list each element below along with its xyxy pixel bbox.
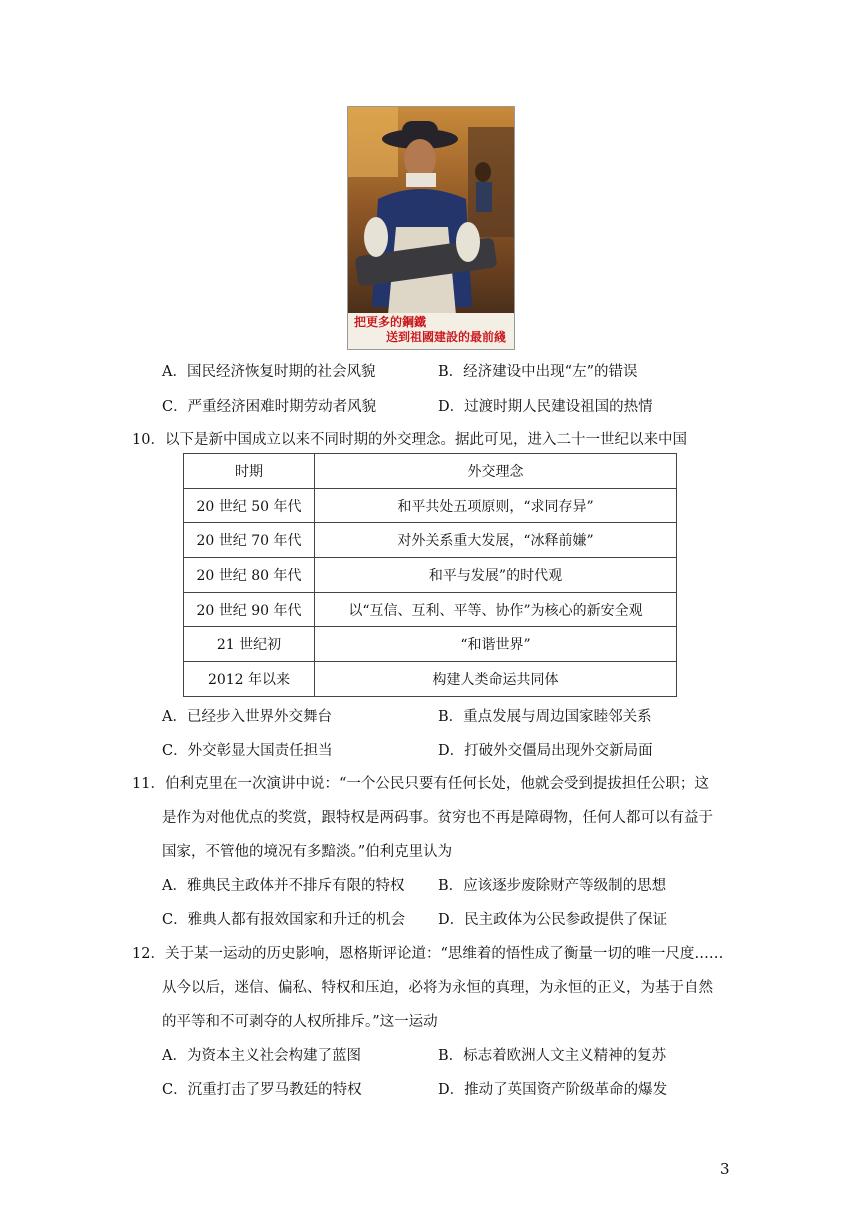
option-key: D．	[438, 1082, 465, 1098]
option-key: C．	[162, 399, 188, 415]
option-text: 重点发展与周边国家睦邻关系	[463, 709, 652, 725]
q9-option-b[interactable]	[438, 360, 637, 381]
table-row	[184, 488, 677, 523]
q11-option-a[interactable]	[162, 874, 404, 895]
q10-option-d[interactable]	[438, 739, 653, 760]
poster-caption-line2: 送到祖國建設的最前綫	[386, 330, 507, 344]
q9-option-row-1	[162, 360, 722, 380]
table-cell-period: 20 世纪 80 年代	[184, 558, 315, 593]
q11-option-row-1	[162, 874, 722, 894]
option-text: 经济建设中出现“左”的错误	[463, 364, 638, 380]
q10-stem-text: 以下是新中国成立以来不同时期的外交理念。据此可见，进入二十一世纪以来中国	[164, 432, 687, 448]
option-key: A．	[162, 1048, 187, 1064]
q10-option-b[interactable]	[438, 705, 652, 726]
option-text: 民主政体为公民参政提供了保证	[464, 912, 668, 928]
option-text: 雅典民主政体并不排斥有限的特权	[186, 878, 405, 894]
q12-stem-line-2: 从今以后，迷信、偏私、特权和压迫，必将为永恒的真理，为永恒的正义，为基于自然	[162, 980, 713, 996]
q11-stem-line-3: 国家，不管他的境况有多黯淡。”伯利克里认为	[162, 844, 453, 860]
q12-option-row-1	[162, 1044, 722, 1064]
q11-option-d[interactable]	[438, 908, 667, 929]
table-header-concept: 外交理念	[315, 454, 677, 489]
poster-caption-line1: 把更多的鋼鐵	[354, 315, 427, 329]
table-cell-period: 2012 年以来	[184, 662, 315, 697]
q12-stem-line-3: 的平等和不可剥夺的人权所排斥。”这一运动	[162, 1014, 438, 1030]
option-key: C．	[162, 912, 188, 928]
table-row	[184, 523, 677, 558]
table-row	[184, 662, 677, 697]
table-cell-period: 21 世纪初	[184, 627, 315, 662]
table-cell-concept: 对外关系重大发展，“冰释前嫌”	[315, 523, 677, 558]
q12-option-row-2	[162, 1078, 722, 1098]
q10-option-a[interactable]	[162, 705, 332, 726]
table-row	[184, 627, 677, 662]
page-number: 3	[720, 1160, 730, 1178]
table-cell-concept: “和谐世界”	[315, 627, 677, 662]
table-cell-period: 20 世纪 70 年代	[184, 523, 315, 558]
option-key: C．	[162, 1082, 188, 1098]
option-text: 国民经济恢复时期的社会风貌	[186, 364, 376, 380]
table-cell-period: 20 世纪 50 年代	[184, 488, 315, 523]
q10-stem	[132, 428, 687, 449]
option-text: 沉重打击了罗马教廷的特权	[187, 1082, 362, 1098]
q11-option-row-2	[162, 908, 722, 928]
table-cell-concept: 以“互信、互利、平等、协作”为核心的新安全观	[315, 592, 677, 627]
option-text: 外交彰显大国责任担当	[187, 743, 333, 759]
option-key: B．	[438, 878, 464, 894]
option-text: 雅典人都有报效国家和升迁的机会	[187, 912, 406, 928]
q12-stem-line-1	[132, 942, 723, 963]
q12-option-b[interactable]	[438, 1044, 666, 1065]
q12-stem-text-1: 关于某一运动的历史影响，恩格斯评论道：“思维着的悟性成了衡量一切的唯一尺度……	[164, 946, 724, 962]
table-header-period: 时期	[184, 454, 315, 489]
q11-stem-line-1	[132, 772, 709, 793]
option-text: 为资本主义社会构建了蓝图	[186, 1048, 361, 1064]
option-text: 应该逐步废除财产等级制的思想	[463, 878, 667, 894]
option-text: 打破外交僵局出现外交新局面	[464, 743, 653, 759]
table-cell-concept: 构建人类命运共同体	[315, 662, 677, 697]
poster-caption	[348, 313, 514, 349]
q12-option-d[interactable]	[438, 1078, 667, 1099]
q10-number: 10．	[132, 432, 165, 448]
q11-stem-line-2: 是作为对他优点的奖赏，跟特权是两码事。贫穷也不再是障碍物，任何人都可以有益于	[162, 810, 713, 826]
q9-option-a[interactable]	[162, 360, 375, 381]
option-key: B．	[438, 364, 464, 380]
q10-option-c[interactable]	[162, 739, 333, 760]
table-cell-concept: 和平与发展”的时代观	[315, 558, 677, 593]
q12-option-a[interactable]	[162, 1044, 361, 1065]
option-key: A．	[162, 709, 187, 725]
option-text: 标志着欧洲人文主义精神的复苏	[463, 1048, 667, 1064]
q12-number: 12．	[132, 946, 165, 962]
option-key: C．	[162, 743, 188, 759]
q9-option-row-2	[162, 395, 722, 415]
q11-stem-text-1: 伯利克里在一次演讲中说：“一个公民只要有任何长处，他就会受到提拔担任公职；这	[164, 776, 709, 792]
q10-option-row-1	[162, 705, 722, 725]
table-header-row	[184, 454, 677, 489]
option-key: A．	[162, 364, 187, 380]
diplomacy-table	[183, 453, 677, 697]
table-cell-period: 20 世纪 90 年代	[184, 592, 315, 627]
option-key: A．	[162, 878, 187, 894]
option-key: B．	[438, 709, 464, 725]
q12-option-c[interactable]	[162, 1078, 362, 1099]
q9-option-d[interactable]	[438, 395, 653, 416]
q11-number: 11．	[132, 776, 165, 792]
option-key: D．	[438, 399, 465, 415]
table-row	[184, 592, 677, 627]
table-row	[184, 558, 677, 593]
q10-option-row-2	[162, 739, 722, 759]
option-text: 过渡时期人民建设祖国的热情	[464, 399, 653, 415]
steelworker-poster-image	[347, 106, 515, 350]
option-text: 严重经济困难时期劳动者风貌	[187, 399, 377, 415]
option-text: 推动了英国资产阶级革命的爆发	[464, 1082, 668, 1098]
option-key: B．	[438, 1048, 464, 1064]
table-cell-concept: 和平共处五项原则，“求同存异”	[315, 488, 677, 523]
option-key: D．	[438, 912, 465, 928]
steelworker-illustration	[348, 107, 514, 315]
q9-option-c[interactable]	[162, 395, 376, 416]
q11-option-b[interactable]	[438, 874, 666, 895]
q11-option-c[interactable]	[162, 908, 405, 929]
option-text: 已经步入世界外交舞台	[186, 709, 332, 725]
option-key: D．	[438, 743, 465, 759]
